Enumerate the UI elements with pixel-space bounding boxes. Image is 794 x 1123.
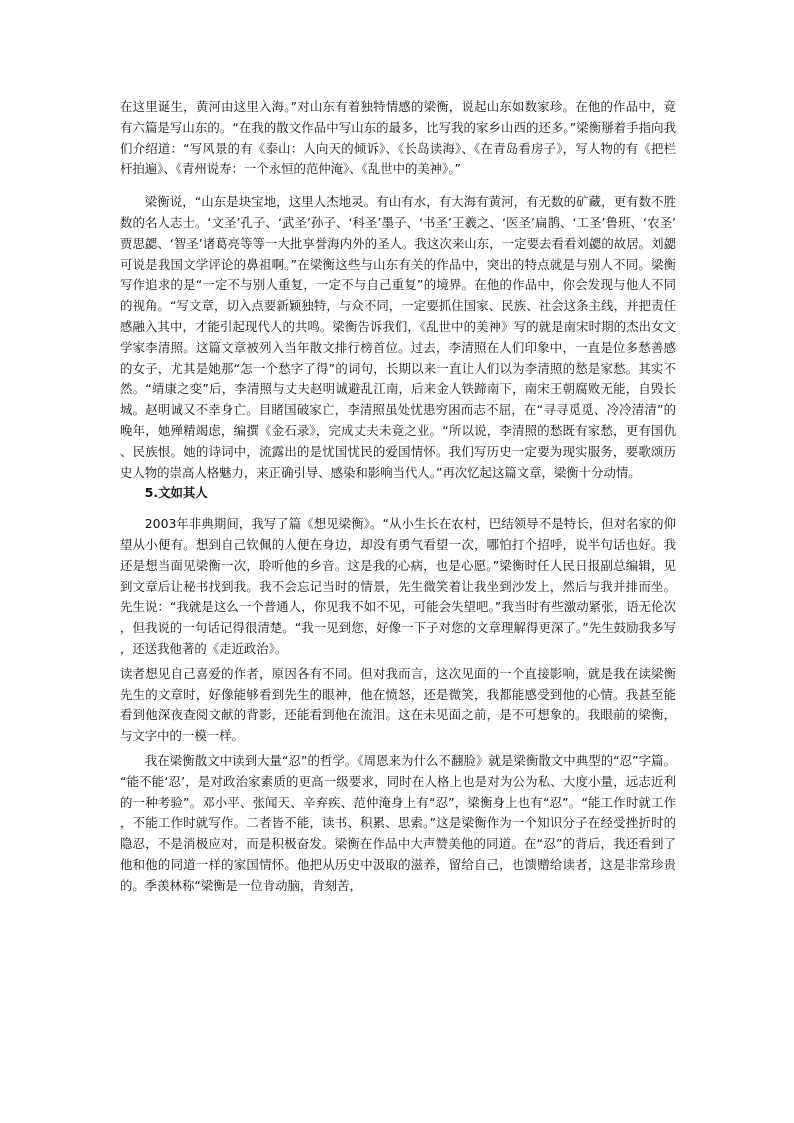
paragraph-shandong-works: 在这里诞生，黄河由这里入海。”对山东有着独特情感的梁衡，说起山东如数家珍。在他的作品中，竟有六篇是写山东的。“在我的散文作品中写山东的最多，比写我的家乡山西的还多。”梁衡掰着手指向我们介绍道：“写风景的有《泰山：人向天的倾诉》、《长岛读海》、《在青岛看房子》，写人物的有《把栏杆拍遍》、《青州说寿：一个永恒的范仲淹》、《乱世中的美神》。” xyxy=(120,99,676,177)
document-body xyxy=(120,97,676,896)
paragraph-li-qingzhao: 梁衡说，“山东是块宝地，这里人杰地灵。有山有水，有大海有黄河，有无数的矿藏，更有数不胜数的名人志士。‘文圣’孔子、‘武圣’孙子、‘科圣’墨子、‘书圣’王羲之、‘医圣’扁鹊、‘工圣’鲁班、‘农圣’贾思勰、‘智圣’诸葛亮等等一大批享誉海内外的圣人。我这次来山东，一定要去看看刘勰的故居。刘勰可说是我国文学评论的鼻祖啊。”在梁衡这些与山东有关的作品中，突出的特点就是与别人不同。梁衡写作追求的是“一定不与别人重复，一定不与自己重复”的境界。在他的作品中，你会发现与他人不同的视角。“写文章，切入点要新颖独特，与众不同，一定要抓住国家、民族、社会这条主线，并把责任感融入其中，才能引起现代人的共鸣。梁衡告诉我们，《乱世中的美神》写的就是南宋时期的杰出女文学家李清照。这篇文章被列入当年散文排行榜首位。过去，李清照在人们印象中，一直是位多愁善感的女子，尤其是她那“怎一个愁字了得”的词句，长期以来一直让人们以为李清照的愁是家愁。其实不然。“靖康之变”后，李清照与丈夫赵明诚避乱江南，后来金人铁蹄南下，南宋王朝腐败无能，自毁长城。赵明诚又不幸身亡。目睹国破家亡，李清照虽处忧患穷困而志不屈，在“寻寻觅觅、冷冷清清”的晚年，她殚精竭虑，编撰《金石录》，完成丈夫未竟之业。“所以说，李清照的愁既有家愁，更有国仇、民族恨。她的诗词中，流露出的是忧国忧民的爱国情怀。我们写历史一定要为现实服务，要歌颂历史人物的崇高人格魅力，来正确引导、感染和影响当代人。”再次忆起这篇文章，梁衡十分动情。 xyxy=(120,194,676,480)
paragraph-meeting: 2003年非典期间，我写了篇《想见梁衡》。“从小生长在农村，巴结领导不是特长，但对名家的仰望从小便有。想到自己钦佩的人便在身边，却没有勇气看望一次，哪怕打个招呼，说半句话也好。我还是想当面见梁衡一次，聆听他的乡音。这是我的心病，也是心愿。”梁衡时任人民日报副总编辑，见到文章后让秘书找到我。我不会忘记当时的情景，先生微笑着让我坐到沙发上，然后与我并排而坐。先生说：“我就是这么一个普通人，你见我不如不见，可能会失望吧。”我当时有些激动紧张，语无伦次，但我说的一句话记得很清楚。“我一见到您，好像一下子对您的文章理解得更深了。”先生鼓励我多写，还送我他著的《走近政治》。 xyxy=(120,516,676,656)
paragraph-reader: 读者想见自己喜爱的作者，原因各有不同。但对我而言，这次见面的一个直接影响，就是我在读梁衡先生的文章时，好像能够看到先生的眼神，他在愤怒，还是微笑，我都能感受到他的心情。我甚至能看到他深夜查阅文献的背影，还能看到他在流泪。这在未见面之前，是不可想象的。我眼前的梁衡，与文字中的一模一样。 xyxy=(120,665,676,744)
paragraph-endurance: 我在梁衡散文中读到大量“忍”的哲学。《周恩来为什么不翻脸》就是梁衡散文中典型的“忍”字篇。“能不能‘忍’，是对政治家素质的更高一级要求，同时在人格上也是对为公为私、大度小量，远志近利的一种考验”。邓小平、张闻天、辛弃疾、范仲淹身上有“忍”，梁衡身上也有“忍”。“能工作时就工作，不能工作时就写作。二者皆不能，读书、积累、思索。”这是梁衡作为一个知识分子在经受挫折时的隐忍，不是消极应对，而是积极奋发。梁衡在作品中大声赞美他的同道。在“忍”的背后，我还看到了他和他的同道一样的家国情怀。他把从历史中汲取的滋养，留给自己，也馈赠给读者，这是非常珍贵的。季羡林称“梁衡是一位肯动脑，肯刻苦， xyxy=(120,752,676,893)
section-heading: 5.文如其人 xyxy=(144,485,208,501)
